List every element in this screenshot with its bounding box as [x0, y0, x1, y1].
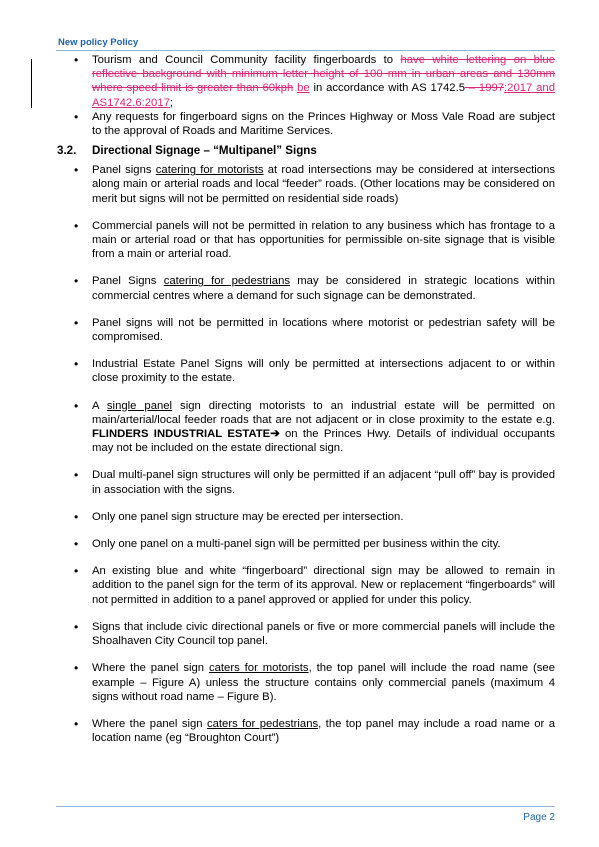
deleted-text: – 1997 [465, 82, 505, 95]
text-run: in accordance with AS 1742.5 [309, 82, 465, 95]
list-item: • Only one panel on a multi-panel sign will be permitted per business within the city. [57, 537, 555, 551]
text-run: at road intersections may be considered at intersections along main or arterial roads and local “feeder” roads. (Other locations may be considered on merit but signs will not be permitted on residential side roads) [92, 164, 555, 205]
inserted-text: be [297, 82, 310, 95]
list-item [57, 274, 555, 302]
list-item [57, 163, 555, 206]
text-run: , the top panel may include a road name or a location name (eg “Broughton Court”) [92, 717, 555, 745]
text-run: Where the panel sign [92, 717, 207, 730]
list-item: • Commercial panels will not be permitted in relation to any business which has frontage to a main or arterial road or that has opportunities for permissible on-site signage that is visible from a main or arterial road. [57, 219, 555, 262]
page-header-title: New policy Policy [58, 37, 139, 48]
list-item: • Signs that include civic directional panels or five or more commercial panels will include the Shoalhaven City Council top panel. [57, 620, 555, 648]
text-run: Tourism and Council Community facility fingerboards to [92, 54, 401, 66]
underlined-text: catering for motorists [155, 164, 264, 177]
section-heading [57, 144, 555, 157]
underlined-text: single panel [106, 399, 173, 412]
document-body [57, 53, 555, 745]
list-item: • Panel signs will not be permitted in locations where motorist or pedestrian safety will be compromised. [57, 316, 555, 344]
list-item: • Any requests for fingerboard signs on the Princes Highway or Moss Vale Road are subject to the approval of Roads and Maritime Services. [57, 110, 555, 138]
section-number: 3.2. [57, 144, 77, 158]
section-title: Directional Signage – “Multipanel” Signs [92, 144, 317, 158]
footer-divider [56, 806, 555, 807]
list-item: • Dual multi-panel sign structures will only be permitted if an adjacent “pull off” bay is provided in association with the signs. [57, 468, 555, 496]
revision-change-bar [31, 59, 32, 108]
text-run: Where the panel sign [92, 662, 209, 675]
text-run: may be considered in strategic locations within commercial centres where a demand for such signage can be demonstrated. [92, 275, 555, 302]
text-run: A [92, 399, 107, 412]
header-divider [56, 50, 555, 51]
list-item [57, 717, 555, 745]
deleted-text: have white lettering on blue reflective background with minimum letter height of 100 mm in urban areas and 130mm where speed limit is greater than 60kph [92, 54, 555, 95]
underlined-text: catering for pedestrians [163, 275, 290, 288]
list-item [57, 53, 555, 110]
text-run: , the top panel will include the road name (see example – Figure A) unless the structure contains only commercial panels (maximum 4 signs without road name – Figure B). [92, 662, 555, 703]
underlined-text: caters for motorists [208, 662, 309, 675]
bold-text: FLINDERS INDUSTRIAL ESTATE➔ [92, 428, 280, 441]
text-run: on the Princes Hwy. Details of individual occupants may not be included on the estate directional sign. [92, 428, 555, 455]
list-item [57, 661, 555, 704]
underlined-text: caters for pedestrians [206, 717, 319, 730]
text-run: sign directing motorists to an industrial estate will be permitted on main/arterial/local feeder roads that are not adjacent or in close proximity to the estate e.g. [92, 399, 556, 426]
text-run: Panel Signs [92, 275, 164, 288]
page-number: Page 2 [523, 812, 555, 823]
list-item: • An existing blue and white “fingerboard” directional sign may be allowed to remain in addition to the panel sign for the term of its approval. New or replacement “fingerboards” will not permitted in addition to a panel approved or applied for under this policy. [57, 564, 555, 607]
text-run: ; [169, 96, 174, 109]
text-run: Panel signs [92, 164, 156, 177]
list-item [57, 399, 555, 456]
list-item: • Only one panel sign structure may be erected per intersection. [57, 510, 555, 524]
list-item: • Industrial Estate Panel Signs will only be permitted at intersections adjacent to or within close proximity to the estate. [57, 357, 555, 385]
inserted-text: :2017 and AS1742.6:2017 [92, 82, 555, 109]
